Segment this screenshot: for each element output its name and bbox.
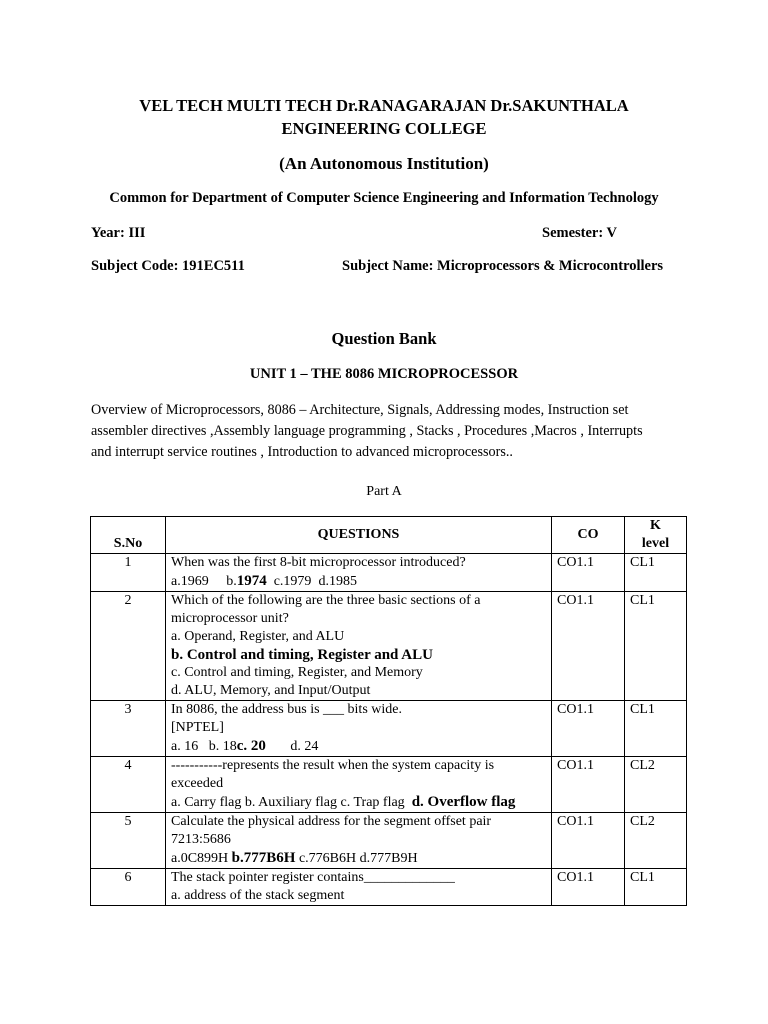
- option-a: a. Operand, Register, and ALU: [171, 629, 345, 644]
- options-line: [171, 849, 546, 868]
- row-co: CO1.1: [552, 869, 625, 906]
- row-k-level: CL2: [625, 757, 687, 813]
- row-question: [166, 757, 552, 813]
- unit-heading: UNIT 1 – THE 8086 MICROPROCESSOR: [249, 366, 519, 382]
- question-text: microprocessor unit?: [171, 611, 289, 626]
- option-c: c.1979: [273, 574, 312, 589]
- question-text: When was the first 8-bit microprocessor introduced?: [171, 555, 466, 570]
- table-header-row: [91, 517, 687, 554]
- row-sno: 1: [91, 554, 166, 592]
- question-text: -----------represents the result when the system capacity is: [171, 758, 495, 773]
- row-sno: 6: [91, 869, 166, 906]
- question-text: The stack pointer register contains_____________: [171, 870, 455, 885]
- row-sno: 3: [91, 701, 166, 757]
- option-c: c.776B6H: [298, 851, 357, 866]
- option-c-correct: c. 20: [236, 738, 266, 754]
- college-name: [0, 94, 768, 140]
- college-name-line1: VEL TECH MULTI TECH Dr.RANAGARAJAN Dr.SAKUNTHALA: [139, 96, 629, 115]
- question-text: Calculate the physical address for the segment offset pair: [171, 814, 492, 829]
- option-b: b. Auxiliary flag: [244, 795, 338, 810]
- row-k-level: CL1: [625, 554, 687, 592]
- option-a: a.1969: [171, 574, 209, 589]
- question-table: [90, 516, 687, 906]
- options-line: [171, 793, 546, 812]
- option-a: a. Carry flag: [171, 795, 242, 810]
- option-a: a.0C899H: [171, 851, 229, 866]
- question-text: In 8086, the address bus is ___ bits wide.: [171, 702, 402, 717]
- table-row: [91, 813, 687, 869]
- option-b-correct: b. Control and timing, Register and ALU: [171, 647, 433, 663]
- option-d: d. 24: [290, 739, 319, 754]
- semester-label: Semester: V: [542, 225, 618, 241]
- row-question: [166, 701, 552, 757]
- question-text: Which of the following are the three basic sections of a: [171, 593, 481, 608]
- option-b-correct: 1974: [236, 573, 267, 589]
- row-question: [166, 869, 552, 906]
- page-title: Question Bank: [331, 329, 437, 348]
- autonomous-label: (An Autonomous Institution): [279, 154, 489, 173]
- option-b-correct: b.777B6H: [231, 850, 296, 866]
- question-text: exceeded: [171, 776, 224, 791]
- header-sno: S.No: [91, 517, 166, 554]
- table-row: [91, 592, 687, 701]
- option-d: d.777B9H: [359, 851, 418, 866]
- subject-code: Subject Code: 191EC511: [91, 258, 245, 274]
- option-b-prefix: b.: [226, 574, 237, 589]
- row-question: [166, 592, 552, 701]
- table-row: [91, 554, 687, 592]
- department-line: Common for Department of Computer Science Engineering and Information Technology: [109, 190, 659, 206]
- overview-line: and interrupt service routines , Introduction to advanced microprocessors..: [91, 444, 513, 460]
- row-k-level: CL1: [625, 701, 687, 757]
- table-row: [91, 701, 687, 757]
- options-line: [171, 572, 546, 591]
- table-row: [91, 869, 687, 906]
- option-a: a. 16: [171, 739, 199, 754]
- option-d-correct: d. Overflow flag: [411, 794, 516, 810]
- header-co: CO: [552, 517, 625, 554]
- option-a: a. address of the stack segment: [171, 888, 345, 903]
- option-d: d. ALU, Memory, and Input/Output: [171, 683, 371, 698]
- header-level: level: [641, 536, 670, 551]
- row-co: CO1.1: [552, 701, 625, 757]
- row-co: CO1.1: [552, 757, 625, 813]
- row-co: CO1.1: [552, 592, 625, 701]
- subject-name: Subject Name: Microprocessors & Microcontrollers: [342, 258, 664, 274]
- overview-line: Overview of Microprocessors, 8086 – Architecture, Signals, Addressing modes, Instruction set: [91, 402, 629, 418]
- row-sno: 5: [91, 813, 166, 869]
- question-text: 7213:5686: [171, 832, 231, 847]
- college-name-line2: ENGINEERING COLLEGE: [281, 119, 487, 138]
- option-d: d.1985: [318, 574, 357, 589]
- unit-overview: [91, 400, 691, 463]
- header-questions: QUESTIONS: [166, 517, 552, 554]
- table-row: [91, 757, 687, 813]
- row-co: CO1.1: [552, 813, 625, 869]
- option-c: c. Control and timing, Register, and Memory: [171, 665, 423, 680]
- header-k-level: [625, 517, 687, 554]
- row-k-level: CL2: [625, 813, 687, 869]
- row-co: CO1.1: [552, 554, 625, 592]
- question-source: [NPTEL]: [171, 720, 224, 735]
- header-k: K: [650, 518, 661, 533]
- row-sno: 2: [91, 592, 166, 701]
- options-line: [171, 737, 546, 756]
- option-b: b. 18: [208, 739, 237, 754]
- year-label: Year: III: [91, 225, 146, 241]
- row-question: [166, 813, 552, 869]
- row-k-level: CL1: [625, 869, 687, 906]
- row-k-level: CL1: [625, 592, 687, 701]
- overview-line: assembler directives ,Assembly language programming , Stacks , Procedures ,Macros , Interrupts: [91, 423, 643, 439]
- option-c: c. Trap flag: [340, 795, 405, 810]
- row-sno: 4: [91, 757, 166, 813]
- part-label: Part A: [366, 484, 402, 499]
- row-question: [166, 554, 552, 592]
